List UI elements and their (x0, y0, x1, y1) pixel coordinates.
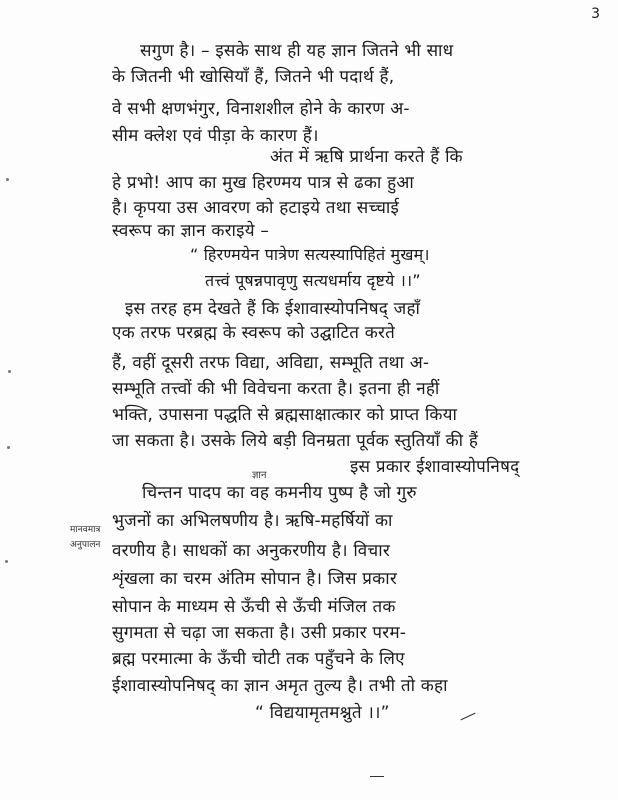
text-line-6: हे प्रभो! आप का मुख हिरण्मय पात्र से ढका हुआ (112, 173, 414, 193)
text-line-14: जा सकता है। उसके लिये बड़ी विनम्रता पूर्वक स्तुतियाँ की हैं (112, 431, 479, 451)
scan-speck (7, 446, 10, 449)
text-line-7: है। कृपया उस आवरण को हटाइये तथा सच्चाई (112, 198, 400, 218)
text-line-13: भक्ति, उपासना पद्धति से ब्रह्मसाक्षात्कार को प्राप्त किया (112, 405, 458, 425)
margin-note-1: मानवमात्र (70, 525, 101, 535)
text-line-17: भुजनों का अभिलषणीय है। ऋषि-महर्षियों का (112, 511, 393, 531)
text-line-3: वे सभी क्षणभंगुर, विनाशशील होने के कारण अ- (112, 99, 410, 119)
text-line-15: इस प्रकार ईशावास्योपनिषद् (350, 457, 520, 477)
text-line-9: इस तरह हम देखते हैं कि ईशावास्योपनिषद् जहाँ (125, 299, 421, 319)
text-line-2: के जितनी भी खोसियाँ हैं, जितने भी पदार्थ हैं, (112, 67, 395, 87)
text-line-12: सम्भूति तत्त्वों की भी विवेचना करता है। इतना ही नहीं (112, 379, 440, 399)
text-line-18: वरणीय है। साधकों का अनुकरणीय है। विचार (112, 541, 390, 561)
margin-note-2: अनुपालन (70, 540, 101, 550)
scan-speck (8, 370, 11, 373)
text-line-24: “ विद्ययामृतमश्नुते ।।” (255, 703, 390, 723)
text-line-5: अंत में ऋषि प्रार्थना करते हैं कि (270, 147, 463, 167)
bottom-mark (370, 776, 384, 777)
page-number: 3 (591, 6, 600, 22)
verse-line-1: “ हिरण्मयेन पात्रेण सत्यस्यापिहितं मुखम्। (190, 245, 430, 264)
scan-speck (5, 560, 8, 563)
text-line-11: हैं, वहीं दूसरी तरफ विद्या, अविद्या, सम्भूति तथा अ- (112, 353, 430, 373)
text-line-1: सगुण है। – इसके साथ ही यह ज्ञान जितने भी साध (140, 41, 454, 61)
text-line-21: सुगमता से चढ़ा जा सकता है। उसी प्रकार परम- (112, 623, 407, 643)
text-line-10: एक तरफ परब्रह्म के स्वरूप को उद्घाटित करते (112, 323, 396, 343)
verse-line-2: तत्त्वं पूषन्नपावृणु सत्यधर्माय दृष्टये ।।” (205, 271, 421, 290)
text-line-8: स्वरूप का ज्ञान कराइये – (112, 221, 270, 241)
text-line-22: ब्रह्म परमात्मा के ऊँची चोटी तक पहुँचने के लिए (112, 649, 405, 669)
text-line-20: सोपान के माध्यम से ऊँची से ऊँची मंजिल तक (112, 597, 396, 617)
pen-stroke (461, 713, 476, 721)
text-line-23: ईशावास्योपनिषद् का ज्ञान अमृत तुल्य है। तभी तो कहा (112, 676, 448, 696)
text-line-16: चिन्तन पादप का वह कमनीय पुष्प है जो गुरु (142, 483, 417, 503)
text-line-19: शृंखला का चरम अंतिम सोपान है। जिस प्रकार (112, 569, 397, 589)
insertion-mark: ज्ञान (252, 470, 267, 481)
text-line-4: सीम क्लेश एवं पीड़ा के कारण हैं। (112, 126, 319, 146)
scan-speck (6, 178, 9, 181)
